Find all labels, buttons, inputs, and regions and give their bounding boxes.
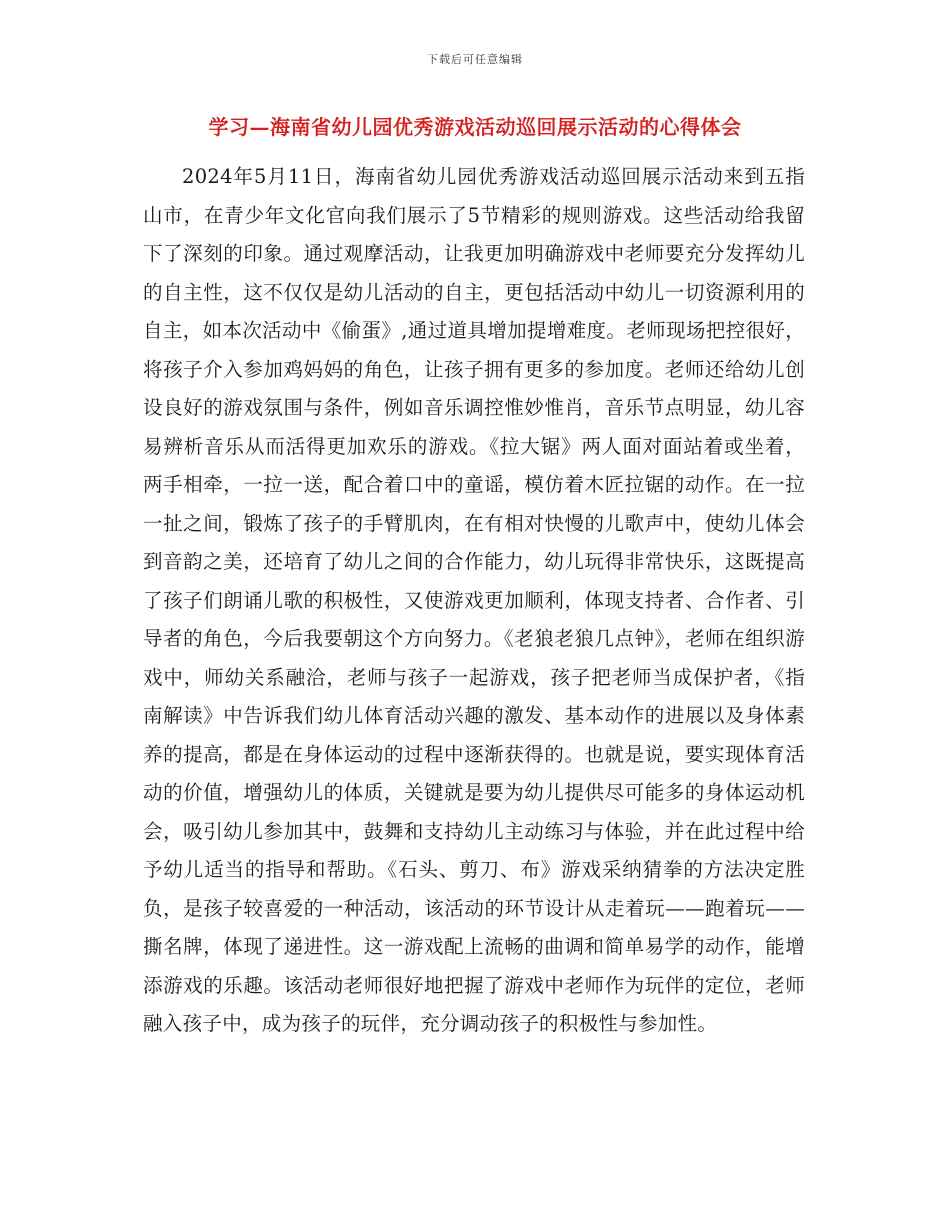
header-note: 下载后可任意编辑 <box>427 53 523 66</box>
document-title: 学习—海南省幼儿园优秀游戏活动巡回展示活动的心得体会 <box>208 115 742 139</box>
body-paragraph: 2024年5月11日，海南省幼儿园优秀游戏活动巡回展示活动来到五指山市，在青少年文化官向我们展示了5节精彩的规则游戏。这些活动给我留下了深刻的印象。通过观摩活动，让我更加明确游戏中老师要充分发挥幼儿的自主性，这不仅仅是幼儿活动的自主，更包括活动中幼儿一切资源利用的自主，如本次活动中《偷蛋》,通过道具增加提增难度。老师现场把控很好，将孩子介入参加鸡妈妈的角色，让孩子拥有更多的参加度。老师还给幼儿创设良好的游戏氛围与条件，例如音乐调控惟妙惟肖，音乐节点明显，幼儿容易辨析音乐从而活得更加欢乐的游戏。《拉大锯》两人面对面站着或坐着，两手相牵，一拉一送，配合着口中的童谣，模仿着木匠拉锯的动作。在一拉一扯之间，锻炼了孩子的手臂肌肉，在有相对快慢的儿歌声中，使幼儿体会到音韵之美，还培育了幼儿之间的合作能力，幼儿玩得非常快乐，这既提高了孩子们朗诵儿歌的积极性，又使游戏更加顺利，体现支持者、合作者、引导者的角色，今后我要朝这个方向努力。《老狼老狼几点钟》，老师在组织游戏中，师幼关系融洽，老师与孩子一起游戏，孩子把老师当成保护者，《指南解读》中告诉我们幼儿体育活动兴趣的激发、基本动作的进展以及身体素养的提高，都是在身体运动的过程中逐渐获得的。也就是说，要实现体育活动的价值，增强幼儿的体质，关键就是要为幼儿提供尽可能多的身体运动机会，吸引幼儿参加其中，鼓舞和支持幼儿主动练习与体验，并在此过程中给予幼儿适当的指导和帮助。《石头、剪刀、布》游戏采纳猜拳的方法决定胜负，是孩子较喜爱的一种活动，该活动的环节设计从走着玩——跑着玩——撕名牌，体现了递进性。这一游戏配上流畅的曲调和简单易学的动作，能增添游戏的乐趣。该活动老师很好地把握了游戏中老师作为玩伴的定位，老师融入孩子中，成为孩子的玩伴，充分调动孩子的积极性与参加性。 <box>143 165 805 1035</box>
